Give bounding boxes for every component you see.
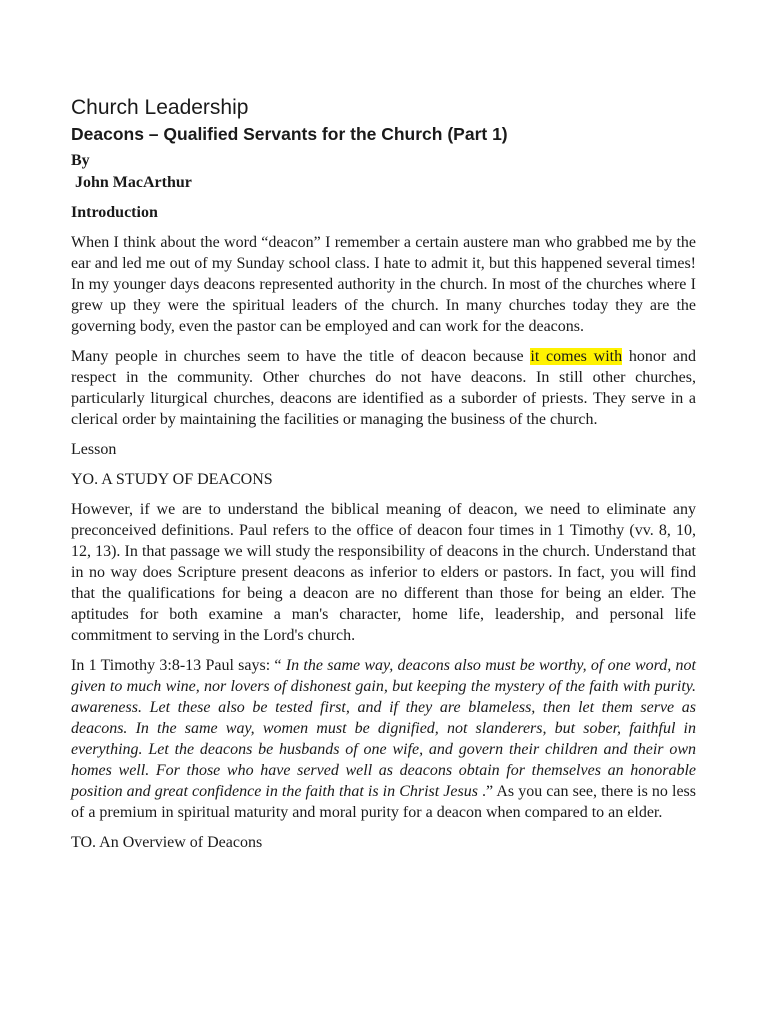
by-label: By bbox=[71, 152, 90, 169]
author-name: John MacArthur bbox=[75, 174, 192, 191]
document-title: Church Leadership bbox=[71, 96, 249, 119]
section-heading-overview: TO. An Overview of Deacons bbox=[71, 834, 263, 851]
paragraph-text-before-highlight: Many people in churches seem to have the title of deacon because bbox=[71, 348, 531, 365]
paragraph-intro: When I think about the word “deacon” I remember a certain austere man who grabbed me by the ear and led me out of my Sunday school class. I hate to admit it, but this happened several times! In my younger days deacons represented authority in the church. In most of the churches where I grew up they were the spiritual leaders of the church. In many churches today they are the governing body, even the pastor can be employed and can work for the deacons. bbox=[71, 234, 696, 335]
quote-intro: In 1 Timothy 3:8-13 Paul says: “ bbox=[71, 657, 286, 674]
section-heading-study: YO. A STUDY OF DEACONS bbox=[71, 471, 273, 488]
paragraph-biblical-meaning: However, if we are to understand the biblical meaning of deacon, we need to eliminate any preconceived definitions. Paul refers to the office of deacon four times in 1 Timothy (vv. 8, 10, 12, 13). In that passage we will study the responsibility of deacons in the church. Understand that in no way does Scripture present deacons as inferior to elders or pastors. In fact, you will find that the qualifications for being a deacon are no different than those for being an elder. The aptitudes for both examine a man's character, home life, leadership, and personal life commitment to serving in the Lord's church. bbox=[71, 501, 696, 644]
document-subtitle: Deacons – Qualified Servants for the Church (Part 1) bbox=[71, 124, 508, 144]
highlighted-text: it comes with bbox=[530, 348, 623, 365]
quote-outro: .” As you can see, there is no less of a premium in spiritual maturity and moral purity for a deacon when compared to an elder. bbox=[71, 783, 697, 821]
paragraph-timothy-quote bbox=[71, 655, 696, 823]
paragraph-text-after-highlight: honor and respect in the community. Other churches do not have deacons. In still other churches, particularly liturgical churches, deacons are identified as a suborder of priests. They serve in a clerical order by maintaining the facilities or managing the business of the church. bbox=[71, 348, 697, 428]
scripture-quote: In the same way, deacons also must be worthy, of one word, not given to much wine, nor lovers of dishonest gain, but keeping the mystery of the faith with purity. awareness. Let these also be tested first, and if they are blameless, then let them serve as deacons. In the same way, women must be dignified, not slanderers, but sober, faithful in everything. Let the deacons be husbands of one wife, and govern their children and their own homes well. For those who have served well as deacons obtain for themselves an honorable position and great confidence in the faith that is in Christ Jesus bbox=[71, 657, 697, 800]
lesson-label: Lesson bbox=[71, 441, 117, 458]
paragraph-title-of-deacon bbox=[71, 346, 696, 430]
introduction-heading: Introduction bbox=[71, 204, 158, 221]
